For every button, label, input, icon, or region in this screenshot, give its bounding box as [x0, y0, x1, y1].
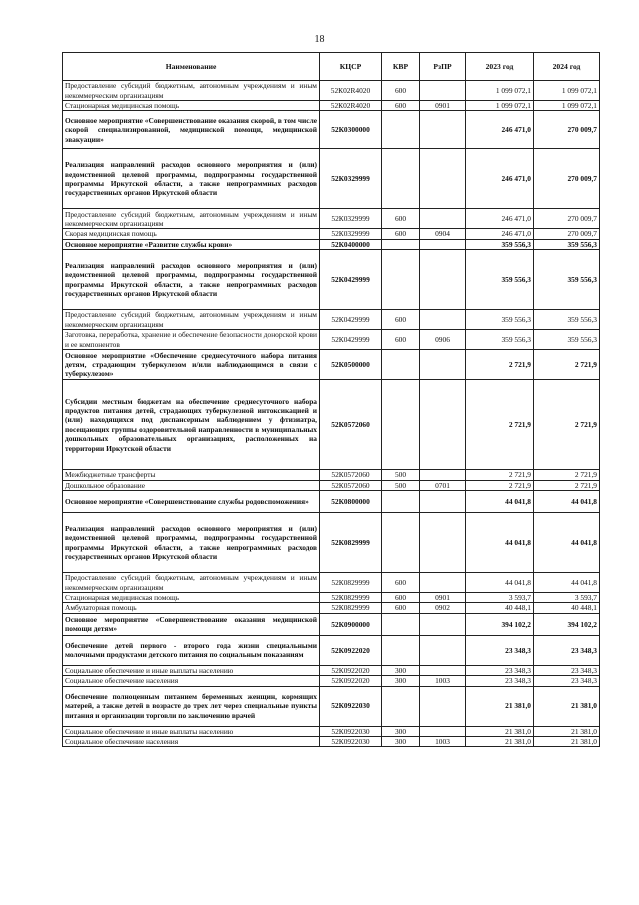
- cell-2023: 2 721,9: [466, 380, 534, 470]
- cell-2023: 21 381,0: [466, 726, 534, 736]
- cell-2023: 23 348,3: [466, 676, 534, 686]
- cell-kvr: [382, 380, 420, 470]
- cell-kcsr: 52К0429999: [320, 330, 382, 350]
- cell-kcsr: 52К0922030: [320, 726, 382, 736]
- cell-name: Обеспечение полноценным питанием беременных женщин, кормящих матерей, а также детей в возрасте до трех лет через специальные пункты питания и организации торговли по заключению врачей: [63, 686, 320, 726]
- cell-2023: 44 041,8: [466, 513, 534, 573]
- cell-rzpr: 0902: [420, 603, 466, 613]
- table-row: [63, 513, 600, 573]
- cell-kcsr: 52К0329999: [320, 149, 382, 209]
- cell-kcsr: 52К0922020: [320, 635, 382, 665]
- cell-name: Межбюджетные трансферты: [63, 470, 320, 480]
- cell-rzpr: [420, 239, 466, 249]
- cell-2024: 44 041,8: [534, 513, 600, 573]
- cell-rzpr: [420, 686, 466, 726]
- table-row: [63, 380, 600, 470]
- cell-kcsr: 52К0329999: [320, 209, 382, 229]
- cell-kcsr: 52К0922030: [320, 737, 382, 747]
- cell-kcsr: 52К0800000: [320, 491, 382, 513]
- cell-kcsr: 52К0829999: [320, 573, 382, 593]
- cell-kcsr: 52К0572060: [320, 470, 382, 480]
- cell-kvr: [382, 149, 420, 209]
- cell-kcsr: 52К0429999: [320, 250, 382, 310]
- cell-rzpr: [420, 250, 466, 310]
- cell-2024: 40 448,1: [534, 603, 600, 613]
- cell-2024: 270 009,7: [534, 209, 600, 229]
- cell-kcsr: 52К0829999: [320, 593, 382, 603]
- cell-kvr: 600: [382, 573, 420, 593]
- table-row: [63, 737, 600, 747]
- table-row: [63, 250, 600, 310]
- cell-kcsr: 52К0572060: [320, 380, 382, 470]
- cell-2024: 359 556,3: [534, 330, 600, 350]
- cell-2024: 2 721,9: [534, 380, 600, 470]
- cell-rzpr: [420, 491, 466, 513]
- cell-2024: 21 381,0: [534, 726, 600, 736]
- cell-rzpr: 0701: [420, 480, 466, 490]
- table-body: [63, 81, 600, 747]
- cell-name: Предоставление субсидий бюджетным, автономным учреждениям и иным некоммерческим организациям: [63, 81, 320, 101]
- cell-2023: 359 556,3: [466, 330, 534, 350]
- header-name: Наименование: [63, 53, 320, 81]
- cell-rzpr: [420, 380, 466, 470]
- cell-name: Стационарная медицинская помощь: [63, 593, 320, 603]
- cell-2023: 21 381,0: [466, 686, 534, 726]
- cell-2024: 270 009,7: [534, 229, 600, 239]
- cell-2024: 2 721,9: [534, 470, 600, 480]
- cell-kvr: [382, 613, 420, 635]
- cell-2024: 270 009,7: [534, 111, 600, 149]
- cell-name: Скорая медицинская помощь: [63, 229, 320, 239]
- cell-rzpr: [420, 149, 466, 209]
- cell-kvr: [382, 239, 420, 249]
- cell-rzpr: 1003: [420, 737, 466, 747]
- cell-2023: 246 471,0: [466, 149, 534, 209]
- cell-rzpr: [420, 635, 466, 665]
- cell-kcsr: 52К0572060: [320, 480, 382, 490]
- cell-rzpr: [420, 81, 466, 101]
- cell-rzpr: [420, 350, 466, 380]
- cell-2023: 44 041,8: [466, 491, 534, 513]
- cell-kvr: 600: [382, 209, 420, 229]
- cell-kcsr: 52К0829999: [320, 513, 382, 573]
- cell-name: Предоставление субсидий бюджетным, автономным учреждениям и иным некоммерческим организациям: [63, 573, 320, 593]
- cell-kvr: [382, 491, 420, 513]
- table-row: [63, 111, 600, 149]
- cell-kvr: 500: [382, 480, 420, 490]
- cell-kvr: 600: [382, 593, 420, 603]
- cell-2023: 246 471,0: [466, 111, 534, 149]
- cell-2023: 359 556,3: [466, 250, 534, 310]
- cell-name: Субсидии местным бюджетам на обеспечение среднесуточного набора продуктов питания детей, страдающих туберкулезной интоксикацией и (или) находящихся под диспансерным наблюдением у фтизиатра, посещающих группы оздоровительной направленности в муниципальных дошкольных образовательных организациях, расположенных на территории Иркутской области: [63, 380, 320, 470]
- table-row: [63, 603, 600, 613]
- cell-rzpr: [420, 310, 466, 330]
- cell-2023: 394 102,2: [466, 613, 534, 635]
- cell-rzpr: [420, 665, 466, 675]
- cell-kvr: 600: [382, 101, 420, 111]
- header-kvr: КВР: [382, 53, 420, 81]
- cell-kcsr: 52К0400000: [320, 239, 382, 249]
- cell-kcsr: 52К0922020: [320, 665, 382, 675]
- cell-name: Амбулаторная помощь: [63, 603, 320, 613]
- cell-kcsr: 52К0829999: [320, 603, 382, 613]
- cell-name: Социальное обеспечение населения: [63, 676, 320, 686]
- cell-kvr: 300: [382, 676, 420, 686]
- cell-kvr: 300: [382, 665, 420, 675]
- cell-2024: 359 556,3: [534, 310, 600, 330]
- cell-name: Стационарная медицинская помощь: [63, 101, 320, 111]
- cell-rzpr: [420, 726, 466, 736]
- table-row: [63, 480, 600, 490]
- cell-name: Обеспечение детей первого - второго года жизни специальными молочными продуктами детского питания по социальным показаниям: [63, 635, 320, 665]
- cell-kvr: 600: [382, 603, 420, 613]
- cell-rzpr: 0901: [420, 593, 466, 603]
- cell-name: Основное мероприятие «Совершенствование оказания скорой, в том числе скорой специализированной, медицинской помощи, медицинской эвакуации»: [63, 111, 320, 149]
- table-row: [63, 686, 600, 726]
- table-row: [63, 239, 600, 249]
- table-row: [63, 573, 600, 593]
- cell-name: Основное мероприятие «Совершенствование оказания медицинской помощи детям»: [63, 613, 320, 635]
- cell-2024: 44 041,8: [534, 573, 600, 593]
- cell-kcsr: 52К02R4020: [320, 101, 382, 111]
- table-row: [63, 330, 600, 350]
- cell-name: Заготовка, переработка, хранение и обеспечение безопасности донорской крови и ее компонентов: [63, 330, 320, 350]
- cell-kvr: 300: [382, 726, 420, 736]
- cell-2023: 2 721,9: [466, 470, 534, 480]
- table-row: [63, 81, 600, 101]
- cell-rzpr: 0901: [420, 101, 466, 111]
- table-row: [63, 593, 600, 603]
- header-2024: 2024 год: [534, 53, 600, 81]
- cell-name: Основное мероприятие «Совершенствование службы родовспоможения»: [63, 491, 320, 513]
- cell-2024: 3 593,7: [534, 593, 600, 603]
- cell-rzpr: [420, 111, 466, 149]
- cell-rzpr: [420, 513, 466, 573]
- cell-name: Социальное обеспечение и иные выплаты населению: [63, 665, 320, 675]
- cell-2024: 23 348,3: [534, 635, 600, 665]
- cell-2023: 44 041,8: [466, 573, 534, 593]
- header-rzpr: РзПР: [420, 53, 466, 81]
- cell-2024: 23 348,3: [534, 665, 600, 675]
- cell-2023: 21 381,0: [466, 737, 534, 747]
- cell-kvr: 600: [382, 229, 420, 239]
- cell-kcsr: 52К0500000: [320, 350, 382, 380]
- cell-2023: 1 099 072,1: [466, 81, 534, 101]
- cell-name: Предоставление субсидий бюджетным, автономным учреждениям и иным некоммерческим организациям: [63, 209, 320, 229]
- cell-kvr: [382, 635, 420, 665]
- cell-2023: 23 348,3: [466, 635, 534, 665]
- cell-kvr: 600: [382, 310, 420, 330]
- cell-2023: 40 448,1: [466, 603, 534, 613]
- table-row: [63, 229, 600, 239]
- cell-rzpr: 1003: [420, 676, 466, 686]
- cell-2024: 23 348,3: [534, 676, 600, 686]
- cell-rzpr: [420, 470, 466, 480]
- table-row: [63, 470, 600, 480]
- cell-2024: 394 102,2: [534, 613, 600, 635]
- cell-kcsr: 52К02R4020: [320, 81, 382, 101]
- cell-2023: 23 348,3: [466, 665, 534, 675]
- cell-name: Основное мероприятие «Обеспечение среднесуточного набора питания детям, страдающим туберкулезом и/или наблюдающимся в связи с туберкулезом»: [63, 350, 320, 380]
- cell-2024: 359 556,3: [534, 239, 600, 249]
- cell-kcsr: 52К0429999: [320, 310, 382, 330]
- cell-name: Основное мероприятие «Развитие службы крови»: [63, 239, 320, 249]
- cell-name: Реализация направлений расходов основного мероприятия и (или) ведомственной целевой программы, подпрограммы государственной программы Иркутской области, а также непрограммных расходов государственных органов Иркутской области: [63, 250, 320, 310]
- cell-2024: 270 009,7: [534, 149, 600, 209]
- cell-rzpr: [420, 209, 466, 229]
- table-row: [63, 350, 600, 380]
- cell-2023: 359 556,3: [466, 310, 534, 330]
- cell-kcsr: 52К0922020: [320, 676, 382, 686]
- cell-2024: 2 721,9: [534, 350, 600, 380]
- cell-kcsr: 52К0329999: [320, 229, 382, 239]
- cell-kvr: 600: [382, 330, 420, 350]
- table-row: [63, 726, 600, 736]
- cell-rzpr: 0904: [420, 229, 466, 239]
- cell-2023: 246 471,0: [466, 229, 534, 239]
- cell-name: Дошкольное образование: [63, 480, 320, 490]
- cell-kvr: [382, 350, 420, 380]
- cell-name: Реализация направлений расходов основного мероприятия и (или) ведомственной целевой программы, подпрограммы государственной программы Иркутской области, а также непрограммных расходов государственных органов Иркутской области: [63, 149, 320, 209]
- header-kcsr: КЦСР: [320, 53, 382, 81]
- table-header-row: [63, 53, 600, 81]
- cell-name: Реализация направлений расходов основного мероприятия и (или) ведомственной целевой программы, подпрограммы государственной программы Иркутской области, а также непрограммных расходов государственных органов Иркутской области: [63, 513, 320, 573]
- cell-kvr: 300: [382, 737, 420, 747]
- table-row: [63, 635, 600, 665]
- cell-2023: 2 721,9: [466, 480, 534, 490]
- cell-2023: 3 593,7: [466, 593, 534, 603]
- cell-2023: 246 471,0: [466, 209, 534, 229]
- cell-2023: 359 556,3: [466, 239, 534, 249]
- cell-kvr: [382, 513, 420, 573]
- cell-rzpr: [420, 613, 466, 635]
- cell-kvr: [382, 250, 420, 310]
- cell-kcsr: 52К0300000: [320, 111, 382, 149]
- cell-2024: 21 381,0: [534, 737, 600, 747]
- cell-2024: 44 041,8: [534, 491, 600, 513]
- cell-2024: 21 381,0: [534, 686, 600, 726]
- cell-name: Предоставление субсидий бюджетным, автономным учреждениям и иным некоммерческим организациям: [63, 310, 320, 330]
- page-number: 18: [314, 34, 325, 45]
- cell-2023: 1 099 072,1: [466, 101, 534, 111]
- table-row: [63, 310, 600, 330]
- cell-rzpr: 0906: [420, 330, 466, 350]
- cell-kcsr: 52К0900000: [320, 613, 382, 635]
- table-row: [63, 101, 600, 111]
- cell-2024: 359 556,3: [534, 250, 600, 310]
- table-row: [63, 209, 600, 229]
- cell-2024: 1 099 072,1: [534, 101, 600, 111]
- cell-kvr: 500: [382, 470, 420, 480]
- cell-2024: 1 099 072,1: [534, 81, 600, 101]
- cell-2024: 2 721,9: [534, 480, 600, 490]
- cell-name: Социальное обеспечение и иные выплаты населению: [63, 726, 320, 736]
- cell-rzpr: [420, 573, 466, 593]
- cell-kvr: [382, 111, 420, 149]
- cell-kcsr: 52К0922030: [320, 686, 382, 726]
- cell-2023: 2 721,9: [466, 350, 534, 380]
- cell-name: Социальное обеспечение населения: [63, 737, 320, 747]
- table-row: [63, 491, 600, 513]
- cell-kvr: [382, 686, 420, 726]
- table-row: [63, 665, 600, 675]
- table-row: [63, 613, 600, 635]
- cell-kvr: 600: [382, 81, 420, 101]
- budget-table: [62, 52, 600, 747]
- table-row: [63, 676, 600, 686]
- header-2023: 2023 год: [466, 53, 534, 81]
- table-row: [63, 149, 600, 209]
